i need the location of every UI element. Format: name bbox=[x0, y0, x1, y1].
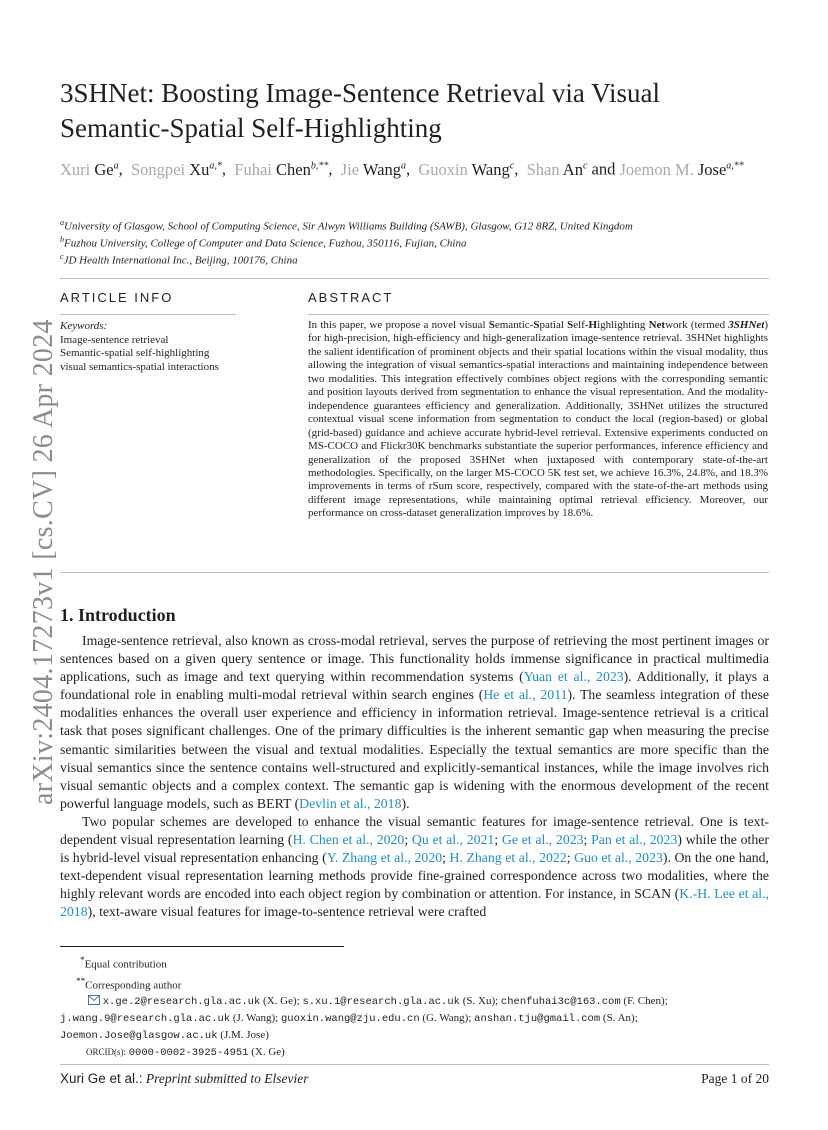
and-word: and bbox=[591, 159, 616, 179]
keyword: Semantic-spatial self-highlighting bbox=[60, 347, 210, 359]
envelope-icon bbox=[88, 995, 100, 1005]
paragraph-text: ; bbox=[494, 832, 502, 848]
footnote-equal: *Equal contribution bbox=[80, 955, 167, 971]
email-link[interactable]: guoxin.wang@zju.edu.cn bbox=[281, 1013, 420, 1026]
author[interactable]: Shan An$^c$ bbox=[526, 159, 588, 179]
paragraph-text: ; bbox=[566, 850, 575, 866]
paragraph-text: ; bbox=[583, 832, 592, 848]
email-line: x.ge.2@research.gla.ac.uk (X. Ge); s.xu.1@research.gla.ac.uk (S. Xu); chenfuhai3c@163.com (F. Chen); bbox=[60, 993, 770, 1010]
arxiv-identifier-stamp bbox=[20, 250, 60, 810]
citation-link[interactable]: H. Chen et al., 2020 bbox=[292, 832, 405, 848]
email-link[interactable]: j.wang.9@research.gla.ac.uk bbox=[60, 1013, 231, 1026]
arxiv-stamp-text: arXiv:2404.17273v1 [cs.CV] 26 Apr 2024 bbox=[28, 319, 59, 805]
keywords-label: Keywords: bbox=[60, 320, 108, 332]
paragraph-text: ) while the other is hybrid-level visual representation enhancing ( bbox=[60, 832, 769, 866]
footnote-corresponding: **Corresponding author bbox=[76, 975, 182, 992]
author[interactable]: Fuhai Chen$^{b,**}$ bbox=[234, 159, 329, 179]
paragraph-text: ). The seamless integration of these modalities enhances the overall user experience and efficiency in information retrieval. Image-sentence retrieval is a critical task that poses significant challenges. One of the primary difficulties is the inherent semantic gap when measuring the precise semantic similarities between the visual and textual modalities. Especially the textual semantics are more specific than the visual semantics since the sentence contains well-structured and explicitly-semantical instances, while the image involves rich visual semantic objects and a complex context. The semantic gap is widening with the enormous development of the recent powerful language models, such as BERT ( bbox=[60, 687, 769, 811]
footer-divider bbox=[60, 1064, 769, 1065]
page-number: Page 1 of 20 bbox=[701, 1071, 769, 1086]
footnote-rule bbox=[60, 946, 344, 947]
footer-preprint-note: Preprint submitted to Elsevier bbox=[145, 1071, 309, 1086]
keywords-block bbox=[60, 320, 260, 374]
paragraph-text: ). On the one hand, text-dependent visual representation learning methods provide fine-grained correspondence across two modalities, where the highly relevant words are encoded into each object region by combination or attention. For instance, in SCAN ( bbox=[60, 850, 769, 902]
citation-link[interactable]: Yuan et al., 2023 bbox=[523, 669, 624, 685]
email-line: Joemon.Jose@glasgow.ac.uk (J.M. Jose) bbox=[60, 1029, 269, 1043]
citation-link[interactable]: K.-H. Lee et al., 2018 bbox=[60, 886, 769, 920]
paragraph-text: ; bbox=[404, 832, 412, 848]
author[interactable]: Guoxin Wang$^c$ bbox=[418, 159, 515, 179]
author[interactable]: Songpei $Xu^{a,*}$ bbox=[131, 159, 222, 179]
email-line: j.wang.9@research.gla.ac.uk (J. Wang); guoxin.wang@zju.edu.cn (G. Wang); anshan.tju@gmail.com (S. An); bbox=[60, 1012, 638, 1026]
keyword: visual semantics-spatial interactions bbox=[60, 360, 219, 373]
abstract-divider bbox=[60, 572, 769, 573]
paragraph bbox=[60, 813, 769, 922]
abstract-rule bbox=[308, 314, 769, 315]
footer-author: Xuri Ge et al.: bbox=[60, 1071, 143, 1086]
article-info-heading: ARTICLE INFO bbox=[60, 290, 174, 305]
paragraph-text: Image-sentence retrieval, also known as cross-modal retrieval, serves the purpose of retrieving the most pertinent images or sentences based on a given query sentence or image. This functionality holds immense significance in practical multimedia applications, such as image and text querying within recommendation systems ( bbox=[60, 633, 769, 685]
orcid-link[interactable]: 0000-0002-3925-4951 bbox=[128, 1047, 249, 1060]
introduction-body bbox=[60, 632, 769, 922]
citation-link[interactable]: Guo et al., 2023 bbox=[574, 850, 663, 866]
section-heading-introduction: 1. Introduction bbox=[60, 605, 176, 625]
email-link[interactable]: x.ge.2@research.gla.ac.uk bbox=[102, 996, 261, 1009]
title-line-2: Semantic-Spatial Self-Highlighting bbox=[60, 113, 442, 143]
author[interactable]: Xuri Ge$^a$ bbox=[60, 159, 119, 179]
header-divider bbox=[60, 278, 769, 279]
paragraph-text: Two popular schemes are developed to enhance the visual semantic features for image-sentence retrieval. One is text-dependent visual representation learning ( bbox=[60, 813, 769, 848]
paragraph bbox=[60, 632, 769, 813]
paragraph-text: ). Additionally, it plays a foundational role in enabling multi-modal retrieval within search engines ( bbox=[60, 669, 770, 703]
citation-link[interactable]: Ge et al., 2023 bbox=[501, 832, 584, 848]
orcid-line: ORCID(s): 0000-0002-3925-4951 (X. Ge) bbox=[86, 1046, 285, 1060]
paragraph-text: ; bbox=[442, 850, 450, 866]
paragraph-text: ). bbox=[401, 795, 410, 811]
citation-link[interactable]: He et al., 2011 bbox=[483, 687, 568, 703]
email-link[interactable]: Joemon.Jose@glasgow.ac.uk bbox=[60, 1030, 218, 1043]
abstract-heading: ABSTRACT bbox=[308, 290, 394, 305]
title-line-1: 3SHNet: Boosting Image-Sentence Retrieval via Visual bbox=[60, 78, 660, 108]
citation-link[interactable]: Pan et al., 2023 bbox=[591, 832, 678, 848]
footnotes bbox=[60, 952, 770, 1061]
paper-title bbox=[60, 76, 760, 146]
affiliation: $^c$JD Health International Inc., Beijing, 100176, China bbox=[60, 252, 298, 267]
article-info-rule bbox=[60, 314, 236, 315]
affiliation: $^a$University of Glasgow, School of Computing Science, Sir Alwyn Williams Building (SAWB), Glasgow, G12 8RZ, United Kingdom bbox=[60, 218, 633, 233]
citation-link[interactable]: Y. Zhang et al., 2020 bbox=[326, 850, 443, 866]
keyword: Image-sentence retrieval bbox=[60, 333, 169, 346]
citation-link[interactable]: H. Zhang et al., 2022 bbox=[449, 850, 567, 866]
citation-link[interactable]: Qu et al., 2021 bbox=[411, 832, 495, 848]
citation-link[interactable]: Devlin et al., 2018 bbox=[299, 795, 402, 811]
affiliation: $^b$Fuzhou University, College of Computer and Data Science, Fuzhou, 350116, Fujian, China bbox=[60, 235, 467, 250]
email-link[interactable]: s.xu.1@research.gla.ac.uk bbox=[302, 996, 460, 1009]
author[interactable]: Jie Wang$^a$ bbox=[340, 159, 406, 179]
author-list: Xuri Ge$^a$, Songpei $Xu^{a,*}$, Fuhai Chen$^{b,**}$, Jie Wang$^a$, Guoxin Wang$^c$, Shan An$^c$ and Joemon M. Jose$^{a,**}$ bbox=[60, 159, 744, 179]
paragraph-text: ), text-aware visual features for image-to-sentence retrieval were crafted bbox=[87, 904, 487, 920]
email-link[interactable]: anshan.tju@gmail.com bbox=[474, 1013, 601, 1026]
page-footer bbox=[60, 1071, 769, 1087]
email-link[interactable]: chenfuhai3c@163.com bbox=[500, 996, 621, 1009]
author[interactable]: Joemon M. Jose$^{a,**}$ bbox=[619, 159, 744, 179]
abstract-text: In this paper, we propose a novel visual Semantic-Spatial Self-Highlighting Network (termed 3SHNet) for high-precision, high-efficiency and high-generalization image-sentence retrieval. 3SHNet highlights the salient identification of prominent objects and their spatial locations within the visual modality, thus allowing the integration of visual semantics-spatial interactions and maintaining independence between two modalities. This integration effectively combines object regions with the corresponding semantic and position layouts derived from segmentation to enhance the visual representation. And the modality-independence guarantees efficiency and generalization. Additionally, 3SHNet utilizes the structured contextual visual scene information from segmentation to conduct the local (region-based) or global (grid-based) guidance and achieve accurate hybrid-level retrieval. Extensive experiments conducted on MS-COCO and Flickr30K benchmarks substantiate the superior performances, inference efficiency and generalization of the proposed 3SHNet when juxtaposed with contemporary state-of-the-art methodologies. Specifically, on the larger MS-COCO 5K test set, we achieve 16.3%, 24.8%, and 18.3% improvements in terms of rSum score, respectively, compared with the state-of-the-art methods using different image representations, while maintaining optimal retrieval efficiency. Moreover, our performance on cross-dataset generalization improves by 18.6%. bbox=[308, 319, 769, 520]
